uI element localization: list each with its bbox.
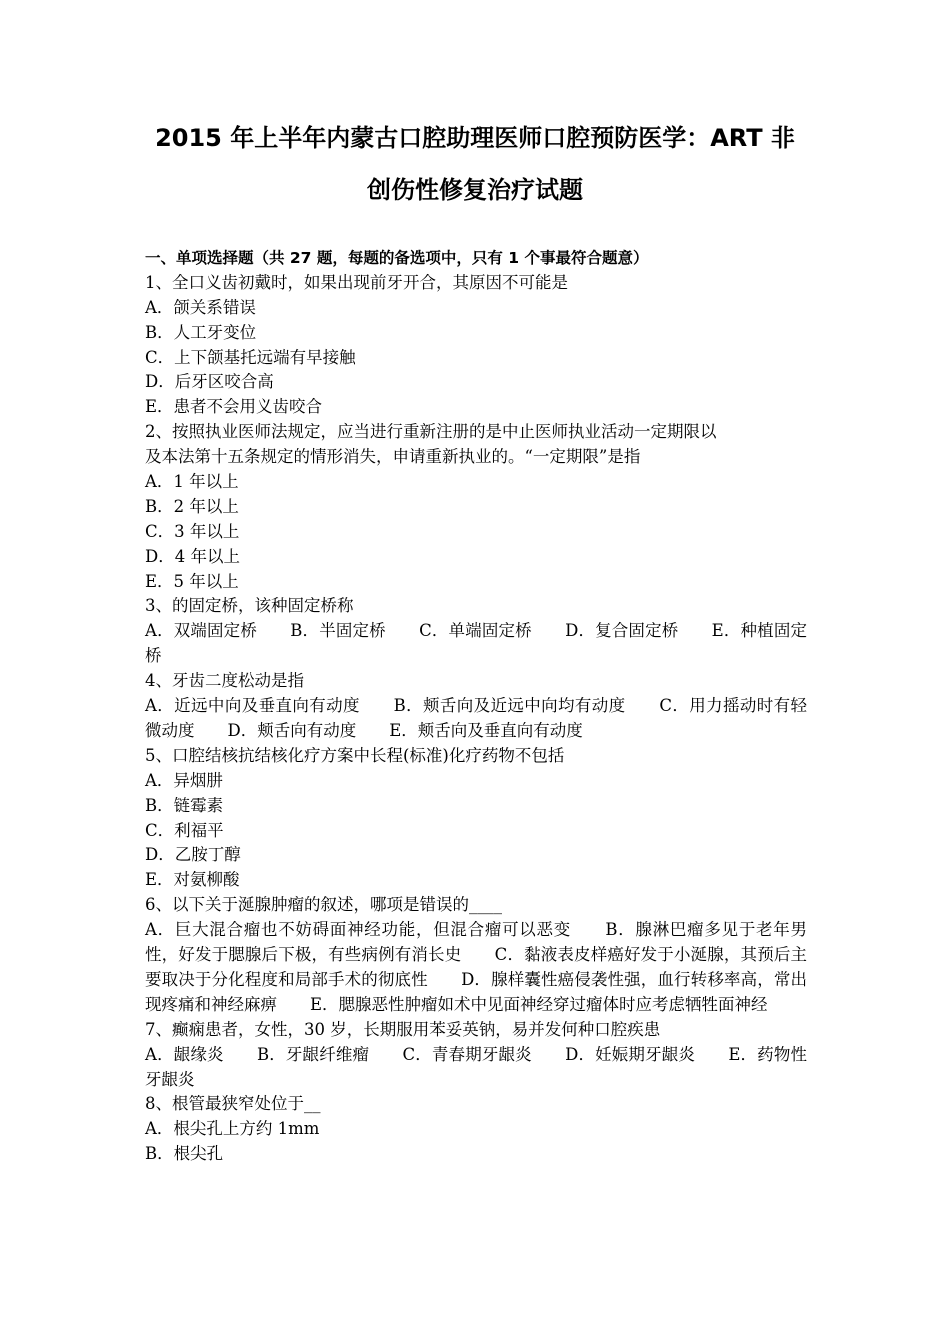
question-5-option-e: E．对氨柳酸 [145, 870, 240, 890]
question-8-option-a: A．根尖孔上方约 1mm [145, 1119, 320, 1139]
question-5-option-c: C．利福平 [145, 820, 224, 840]
question-5-option-d: D．乙胺丁醇 [145, 845, 241, 865]
section-heading: 一、单项选择题（共 27 题，每题的备选项中，只有 1 个事最符合题意） [145, 249, 649, 267]
question-8-stem: 8、根管最狭窄处位于__ [145, 1094, 321, 1114]
document-title-line-1: 2015 年上半年内蒙古口腔助理医师口腔预防医学：ART 非 [155, 124, 795, 152]
question-1-option-c: C．上下颌基托远端有早接触 [145, 347, 356, 367]
question-4-stem: 4、牙齿二度松动是指 [145, 671, 304, 691]
question-2-stem-line-2: 及本法第十五条规定的情形消失，申请重新执业的。“一定期限”是指 [145, 447, 641, 467]
question-2-option-e: E．5 年以上 [145, 571, 239, 591]
question-6-options: A．巨大混合瘤也不妨碍面神经功能，但混合瘤可以恶变 B．腺淋巴瘤多见于老年男性，好发于腮腺后下极，有些病例有消长史 C．黏液表皮样癌好发于小涎腺，其预后主要取决于分化程度和局部手术的彻底性 D．腺样囊性癌侵袭性强，血行转移率高，常出现疼痛和神经麻痹 E．腮腺恶性肿瘤如术中见面神经穿过瘤体时应考虑牺牲面神经 [145, 920, 807, 1014]
question-2-option-a: A．1 年以上 [145, 472, 239, 492]
question-1-option-d: D．后牙区咬合高 [145, 372, 274, 392]
document-body [145, 246, 807, 1167]
question-2-option-c: C．3 年以上 [145, 521, 240, 541]
question-2-stem-line-1: 2、按照执业医师法规定，应当进行重新注册的是中止医师执业活动一定期限以 [145, 422, 717, 442]
document-title-line-2: 创伤性修复治疗试题 [367, 176, 583, 204]
question-5-option-b: B．链霉素 [145, 795, 224, 815]
question-6-stem: 6、以下关于涎腺肿瘤的叙述，哪项是错误的____ [145, 895, 502, 915]
question-1-option-a: A．颌关系错误 [145, 297, 256, 317]
question-1-stem: 1、全口义齿初戴时，如果出现前牙开合，其原因不可能是 [145, 272, 568, 292]
question-1-option-e: E．患者不会用义齿咬合 [145, 397, 323, 417]
question-5-stem: 5、口腔结核抗结核化疗方案中长程(标准)化疗药物不包括 [145, 745, 565, 765]
question-3-stem: 3、的固定桥，该种固定桥称 [145, 596, 354, 616]
question-8-option-b: B．根尖孔 [145, 1144, 224, 1164]
question-5-option-a: A．异烟肼 [145, 770, 223, 790]
question-2-option-d: D．4 年以上 [145, 546, 240, 566]
question-1-option-b: B．人工牙变位 [145, 322, 257, 342]
question-3-options: A．双端固定桥 B．半固定桥 C．单端固定桥 D．复合固定桥 E．种植固定桥 [145, 621, 807, 666]
question-7-options: A．龈缘炎 B．牙龈纤维瘤 C．青春期牙龈炎 D．妊娠期牙龈炎 E．药物性牙龈炎 [145, 1044, 807, 1089]
question-2-option-b: B．2 年以上 [145, 496, 239, 516]
question-4-options: A．近远中向及垂直向有动度 B．颊舌向及近远中向均有动度 C．用力摇动时有轻微动度 D．颊舌向有动度 E．颊舌向及垂直向有动度 [145, 696, 807, 740]
question-7-stem: 7、癫痫患者，女性，30 岁，长期服用苯妥英钠，易并发何种口腔疾患 [145, 1019, 661, 1039]
